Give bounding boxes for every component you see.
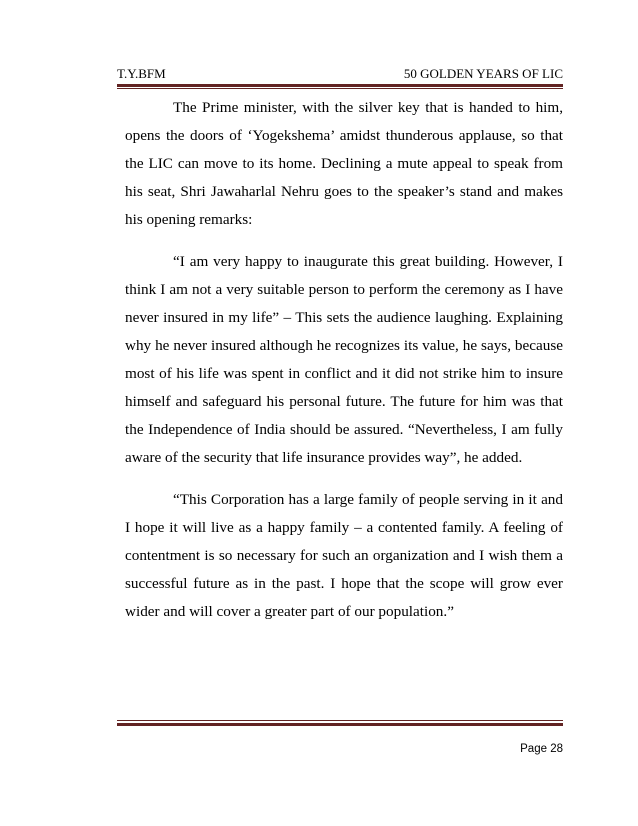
header-rule-thick	[117, 84, 563, 87]
footer-rule-thick	[117, 723, 563, 726]
page-number: Page 28	[520, 743, 563, 755]
page-header	[117, 66, 563, 86]
paragraph-corporation-wishes: “This Corporation has a large family of people serving in it and I hope it will live as a happy family – a contented family. A feeling of contentment is so necessary for such an organization and I wish them a successful future as in the past. I hope that the scope will grow ever wider and will cover a greater part of our population.”	[125, 491, 563, 620]
paragraph-nehru-speech: “I am very happy to inaugurate this great building. However, I think I am not a very suitable person to perform the ceremony as I have never insured in my life” – This sets the audience laughing. Explaining why he never insured although he recognizes its value, he says, because most of his life was spent in conflict and it did not strike him to insure himself and safeguard his personal future. The future for him was that the Independence of India should be assured. “Nevertheless, I am fully aware of the security that life insurance provides way”, he added.	[125, 253, 563, 466]
paragraph-opening-ceremony: The Prime minister, with the silver key that is handed to him, opens the doors of ‘Yogekshema’ amidst thunderous applause, so that the LIC can move to its home. Declining a mute appeal to speak from his seat, Shri Jawaharlal Nehru goes to the speaker’s stand and makes his opening remarks:	[125, 99, 563, 228]
header-title: 50 GOLDEN YEARS OF LIC	[403, 66, 563, 81]
header-rule-thin	[117, 88, 563, 89]
footer-rule-thin	[117, 720, 563, 721]
body-text	[125, 94, 563, 640]
header-course-label: T.Y.BFM	[117, 66, 166, 81]
